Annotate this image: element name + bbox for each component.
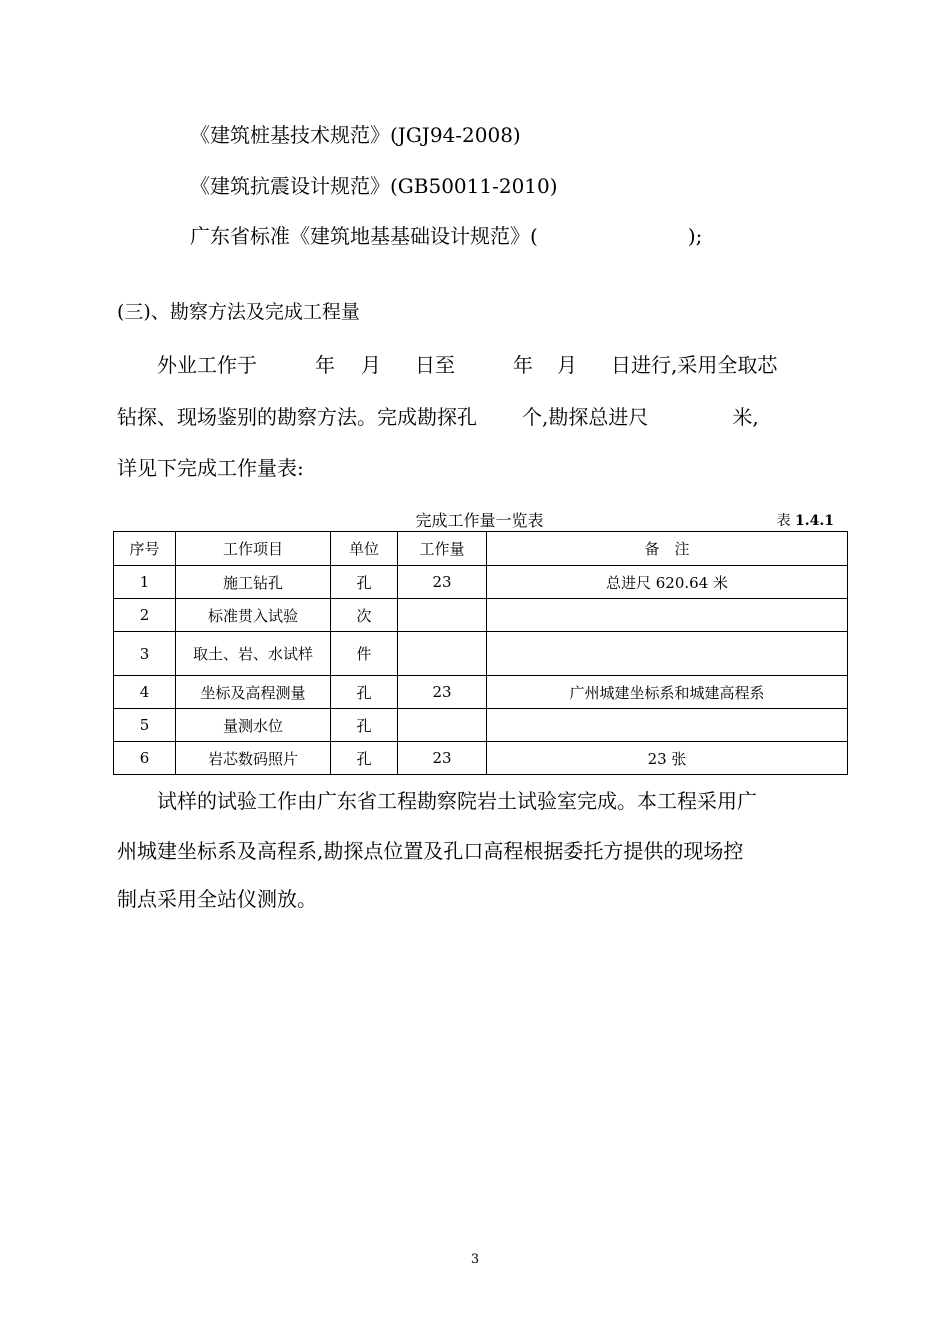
provincial-standard-text: 广东省标准《建筑地基基础设计规范》( bbox=[190, 224, 538, 248]
header-unit: 单位 bbox=[331, 532, 398, 566]
header-item: 工作项目 bbox=[176, 532, 331, 566]
table-caption bbox=[113, 508, 846, 530]
reference-2: 《建筑抗震设计规范》(GB50011-2010) bbox=[190, 174, 558, 198]
table-title: 完成工作量一览表 bbox=[415, 511, 544, 530]
header-remarks: 备 注 bbox=[487, 532, 848, 566]
paragraph-1-line-2: 钻探、现场鉴别的勘察方法。完成勘探孔 个,勘探总进尺 米, bbox=[117, 405, 759, 429]
paragraph-2-line-1: 试样的试验工作由广东省工程勘察院岩土试验室完成。本工程采用广 bbox=[157, 789, 757, 813]
header-quantity: 工作量 bbox=[398, 532, 487, 566]
paragraph-1-line-1: 外业工作于 年 月 日至 年 月 日进行,采用全取芯 bbox=[157, 353, 778, 377]
table-row: 3 取土、岩、水试样 件 bbox=[114, 632, 848, 676]
paragraph-2-line-3: 制点采用全站仪测放。 bbox=[117, 887, 317, 911]
table-header-row bbox=[114, 532, 848, 566]
paragraph-1-line-3: 详见下完成工作量表: bbox=[117, 456, 304, 480]
provincial-standard bbox=[190, 223, 702, 249]
provincial-standard-end: ); bbox=[687, 224, 703, 248]
page-number: 3 bbox=[470, 1252, 480, 1267]
table-label: 表 1.4.1 bbox=[776, 513, 834, 529]
table-row: 1 施工钻孔 孔 23 总进尺 620.64 米 bbox=[114, 566, 848, 599]
table-row: 5 量测水位 孔 bbox=[114, 709, 848, 742]
table-row: 2 标准贯入试验 次 bbox=[114, 599, 848, 632]
reference-1: 《建筑桩基技术规范》(JGJ94-2008) bbox=[190, 123, 521, 147]
table-row: 6 岩芯数码照片 孔 23 23 张 bbox=[114, 742, 848, 775]
header-index: 序号 bbox=[114, 532, 176, 566]
section-heading: (三)、勘察方法及完成工程量 bbox=[117, 301, 360, 323]
paragraph-2-line-2: 州城建坐标系及高程系,勘探点位置及孔口高程根据委托方提供的现场控 bbox=[117, 839, 744, 863]
work-quantity-table bbox=[113, 531, 848, 775]
table-row: 4 坐标及高程测量 孔 23 广州城建坐标系和城建高程系 bbox=[114, 676, 848, 709]
